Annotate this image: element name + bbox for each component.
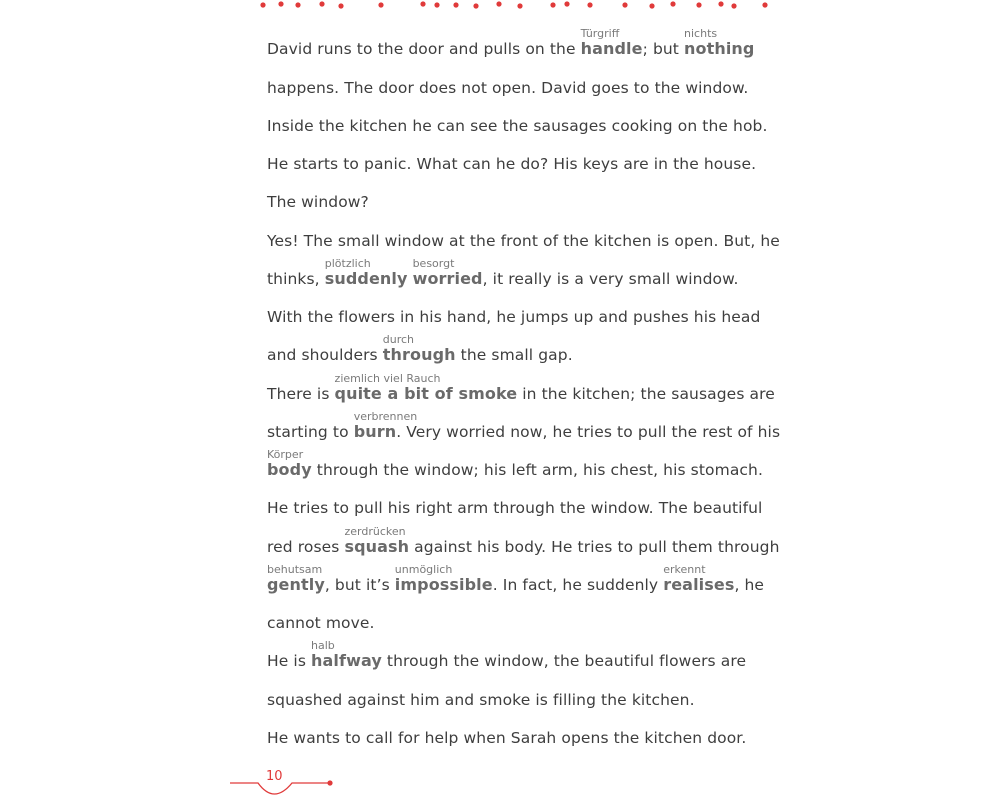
german-gloss: verbrennen — [353, 409, 418, 423]
text-line-2: happens. The door does not open. David goes to the window. — [267, 78, 749, 97]
glossed-word-handle: handle Türgriff — [580, 27, 643, 59]
german-gloss: behutsam — [267, 562, 323, 576]
text-line-19: He wants to call for help when Sarah opens the kitchen door. — [267, 728, 747, 747]
glossed-word-body: body Körper — [267, 448, 312, 479]
german-gloss: zerdrücken — [344, 524, 406, 538]
text-line-6: Yes! The small window at the front of the kitchen is open. But, he — [267, 231, 780, 250]
text-line-17: He is halfway halb through the window, the beautiful flowers are — [267, 639, 747, 671]
text-line-14: red roses squash zerdrücken against his body. He tries to pull them through — [267, 524, 780, 556]
text-line-11: starting to burn verbrennen . Very worried now, he tries to pull the rest of his — [267, 409, 781, 441]
german-gloss: halb — [311, 639, 335, 653]
glossed-word-squash: squash zerdrücken — [344, 524, 410, 556]
text-line-3: Inside the kitchen he can see the sausages cooking on the hob. — [267, 116, 768, 135]
german-gloss: durch — [382, 333, 415, 347]
text-line-18: squashed against him and smoke is filling the kitchen. — [267, 690, 695, 709]
german-gloss: unmöglich — [394, 562, 453, 576]
text-line-8: With the flowers in his hand, he jumps up and pushes his head — [267, 308, 761, 326]
text-line-13: He tries to pull his right arm through the window. The beautiful — [267, 499, 763, 518]
story-text — [267, 27, 781, 754]
glossed-word-suddenly: suddenly plötzlich — [324, 256, 408, 288]
text-line-7: thinks, suddenly plötzlich worried besorgt , it really is a very small window. — [267, 256, 739, 288]
german-gloss: Körper — [267, 448, 304, 461]
text-line-16: cannot move. — [267, 614, 375, 632]
page-number: 10 — [266, 769, 283, 784]
german-gloss: nichts — [684, 27, 718, 41]
decorative-dot-border — [0, 0, 1000, 14]
glossed-word-burn: burn verbrennen — [353, 409, 418, 441]
glossed-word-halfway: halfway halb — [311, 639, 382, 671]
text-line-12: body Körper through the window; his left arm, his chest, his stomach. — [267, 448, 763, 479]
text-line-1: David runs to the door and pulls on the handle Türgriff ; but nothing nichts — [267, 27, 755, 59]
page-number-ornament — [228, 765, 338, 799]
german-gloss: besorgt — [412, 256, 455, 270]
glossed-word-realises: realises erkennt — [663, 562, 735, 594]
german-gloss: ziemlich viel Rauch — [334, 371, 441, 385]
glossed-word-nothing: nothing nichts — [684, 27, 755, 59]
glossed-word-impossible: impossible unmöglich — [394, 562, 493, 594]
text-line-4: He starts to panic. What can he do? His keys are in the house. — [267, 155, 757, 173]
glossed-word-gently: gently behutsam — [267, 562, 325, 594]
glossed-word-through: through durch — [382, 333, 456, 365]
text-line-10: There is quite a bit of smoke ziemlich viel Rauch in the kitchen; the sausages are — [267, 371, 775, 403]
glossed-word-quite-a-bit-of-smoke: quite a bit of smoke ziemlich viel Rauch — [334, 371, 518, 403]
german-gloss: plötzlich — [324, 256, 371, 270]
text-line-5: The window? — [267, 193, 369, 212]
german-gloss: erkennt — [663, 562, 706, 576]
glossed-word-worried: worried besorgt — [412, 256, 483, 288]
text-line-9: and shoulders through durch the small gap. — [267, 333, 573, 365]
text-line-15: gently behutsam , but it’s impossible unmöglich . In fact, he suddenly realises erkennt , he — [267, 562, 765, 594]
german-gloss: Türgriff — [580, 27, 620, 41]
